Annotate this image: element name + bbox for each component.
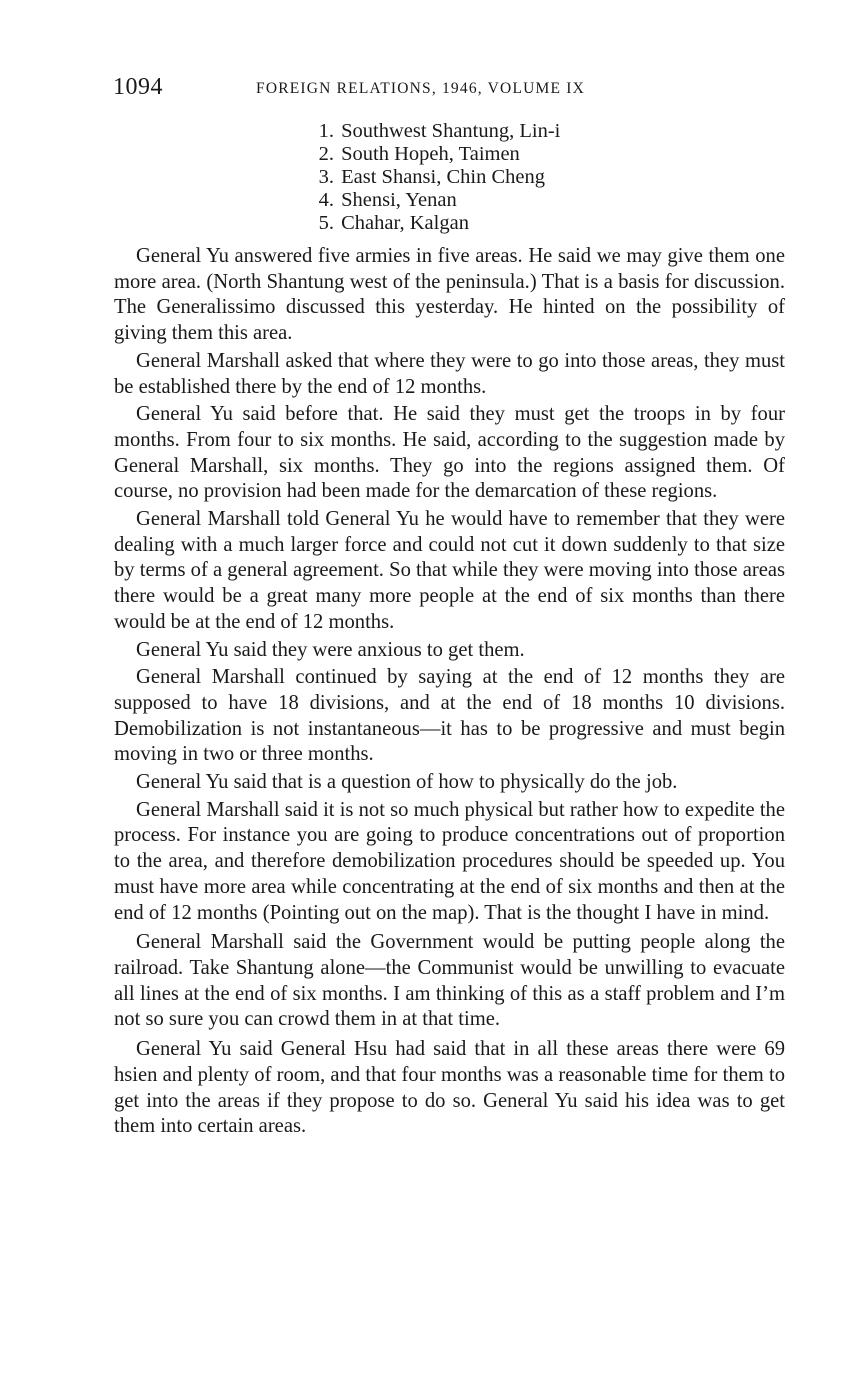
list-item-text: South Hopeh, Taimen (341, 143, 520, 165)
list-item (310, 143, 560, 166)
page-header (113, 72, 785, 106)
list-item-text: Shensi, Yenan (341, 189, 457, 211)
list-item-number: 4. (318, 189, 334, 211)
list-item (310, 120, 560, 143)
body-text (114, 244, 785, 1142)
list-item (310, 212, 560, 235)
list-item-text: Southwest Shantung, Lin-i (341, 120, 561, 142)
paragraph: General Yu said that is a question of how to physically do the job. (136, 771, 678, 794)
list-item-number: 5. (318, 212, 334, 234)
list-item-text: Chahar, Kalgan (341, 212, 469, 234)
list-item-number: 2. (318, 143, 334, 165)
paragraph: General Marshall told General Yu he would have to remember that they were dealing with a much larger force and could not cut it down suddenly to that size by terms of a general agreement. So that while they were moving into those areas there would be a great many more people at the end of six months than there would be at the end of 12 months. (114, 508, 785, 633)
paragraph: General Yu said before that. He said they must get the troops in by four months. From four to six months. He said, according to the suggestion made by General Marshall, six months. They go into the regions assigned them. Of course, no provision had been made for the demarcation of these regions. (114, 403, 785, 503)
area-list (310, 120, 560, 235)
list-item-number: 3. (318, 166, 334, 188)
paragraph: General Marshall said the Government would be putting people along the railroad. Take Shantung alone—the Communist would be unwilling to evacuate all lines at the end of six months. I am thinking of this as a staff problem and I’m not so sure you can crowd them in at that time. (114, 931, 785, 1031)
paragraph: General Marshall continued by saying at the end of 12 months they are supposed to have 18 divisions, and at the end of 18 months 10 divisions. Demobilization is not instantaneous—it has to be progressive and must begin moving in two or three months. (114, 666, 785, 766)
paragraph: General Marshall asked that where they were to go into those areas, they must be established there by the end of 12 months. (114, 349, 785, 398)
list-item-number: 1. (318, 120, 334, 142)
paragraph: General Yu said they were anxious to get them. (136, 638, 525, 661)
list-item (310, 166, 560, 189)
page-number: 1094 (113, 74, 163, 100)
paragraph: General Yu said General Hsu had said that in all these areas there were 69 hsien and plenty of room, and that four months was a reasonable time for them to get into the areas if they propose to do so. General Yu said his idea was to get them into certain areas. (114, 1038, 785, 1138)
list-item (310, 189, 560, 212)
paragraph: General Marshall said it is not so much physical but rather how to expedite the process. For instance you are going to produce concentrations out of proportion to the area, and therefore demobilization procedures should be speeded up. You must have more area while concentrating at the end of six months and then at the end of 12 months (Pointing out on the map). That is the thought I have in mind. (114, 798, 785, 924)
running-title: FOREIGN RELATIONS, 1946, VOLUME IX (256, 80, 585, 97)
paragraph: General Yu answered five armies in five areas. He said we may give them one more area. (North Shantung west of the peninsula.) That is a basis for discussion. The Generalissimo discussed this yesterday. He hinted on the possibility of giving them this area. (114, 245, 785, 345)
list-item-text: East Shansi, Chin Cheng (341, 166, 545, 188)
